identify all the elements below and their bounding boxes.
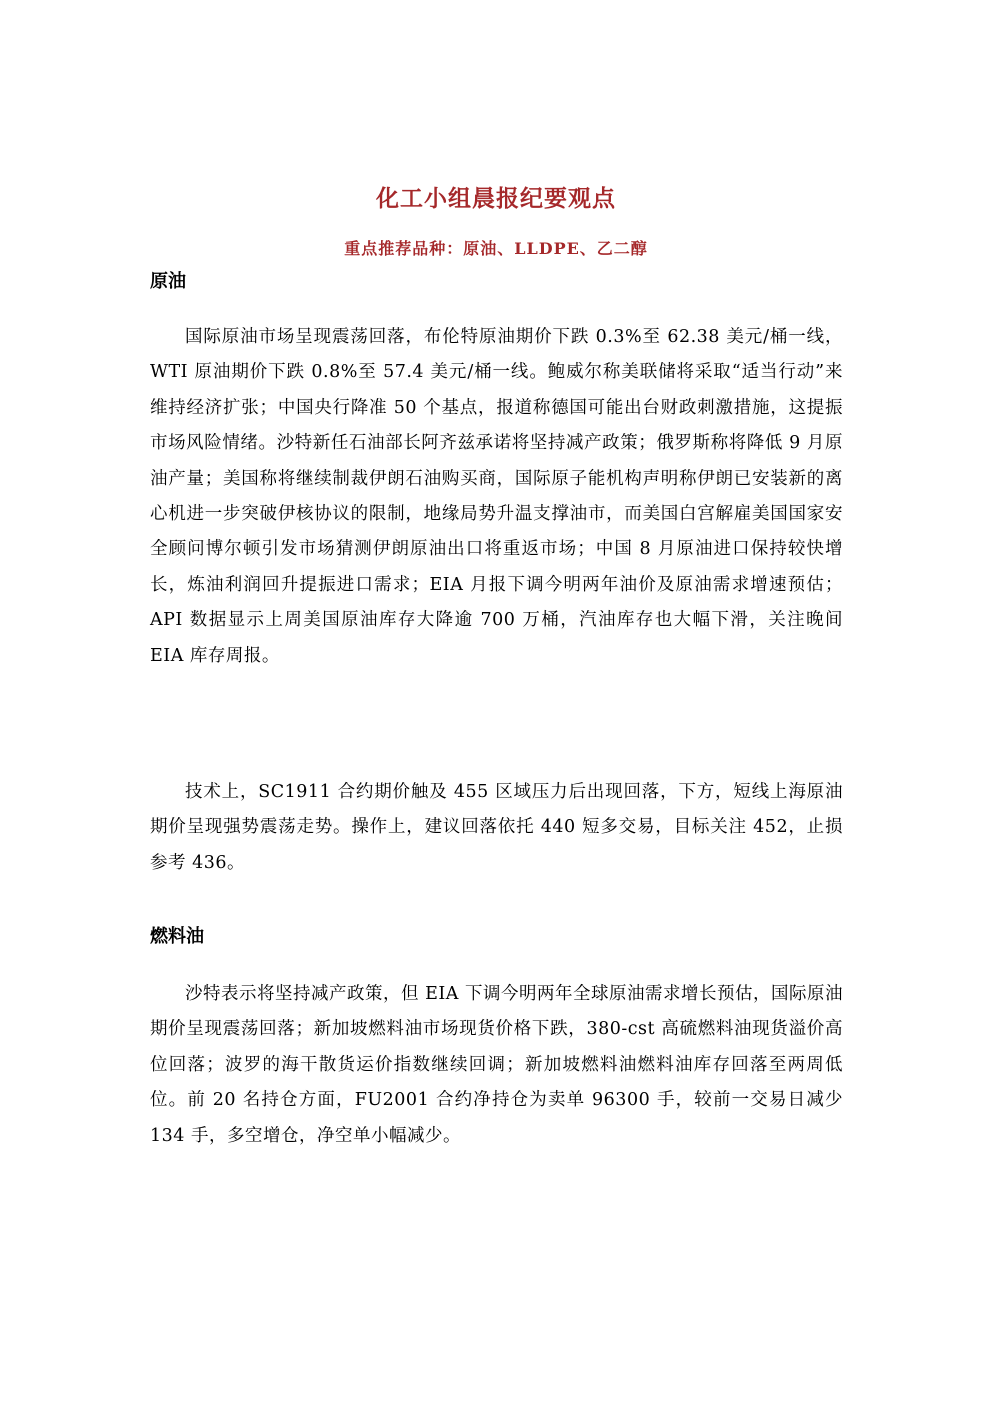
crude-oil-paragraph-1: 国际原油市场呈现震荡回落，布伦特原油期价下跌 0.3%至 62.38 美元/桶一线，WTI 原油期价下跌 0.8%至 57.4 美元/桶一线。鲍威尔称美联储将采取“适当行动”来维持经济扩张；中国央行降准 50 个基点，报道称德国可能出台财政刺激措施，这提振市场风险情绪。沙特新任石油部长阿齐兹承诺将坚持减产政策；俄罗斯称将降低 9 月原油产量；美国称将继续制裁伊朗石油购买商，国际原子能机构声明称伊朗已安装新的离心机进一步突破伊核协议的限制，地缘局势升温支撑油市，而美国白宫解雇美国国家安全顾问博尔顿引发市场猜测伊朗原油出口将重返市场；中国 8 月原油进口保持较快增长，炼油利润回升提振进口需求；EIA 月报下调今明两年油价及原油需求增速预估；API 数据显示上周美国原油库存大降逾 700 万桶，汽油库存也大幅下滑，关注晚间 EIA 库存周报。 [150,327,843,666]
section-heading-crude-oil: 原油 [150,271,186,292]
document-subtitle: 重点推荐品种：原油、LLDPE、乙二醇 [344,239,648,258]
fuel-oil-paragraph-1: 沙特表示将坚持减产政策，但 EIA 下调今明两年全球原油需求增长预估，国际原油期价呈现震荡回落；新加坡燃料油市场现货价格下跌，380-cst 高硫燃料油现货溢价高位回落；波罗的海干散货运价指数继续回调；新加坡燃料油燃料油库存回落至两周低位。前 20 名持仓方面，FU2001 合约净持仓为卖单 96300 手，较前一交易日减少 134 手，多空增仓，净空单小幅减少。 [150,984,843,1146]
section-heading-fuel-oil: 燃料油 [150,926,204,947]
document-title: 化工小组晨报纪要观点 [376,186,616,212]
crude-oil-paragraph-2: 技术上，SC1911 合约期价触及 455 区域压力后出现回落，下方，短线上海原油期价呈现强势震荡走势。操作上，建议回落依托 440 短多交易，目标关注 452，止损参考 436。 [150,782,843,873]
